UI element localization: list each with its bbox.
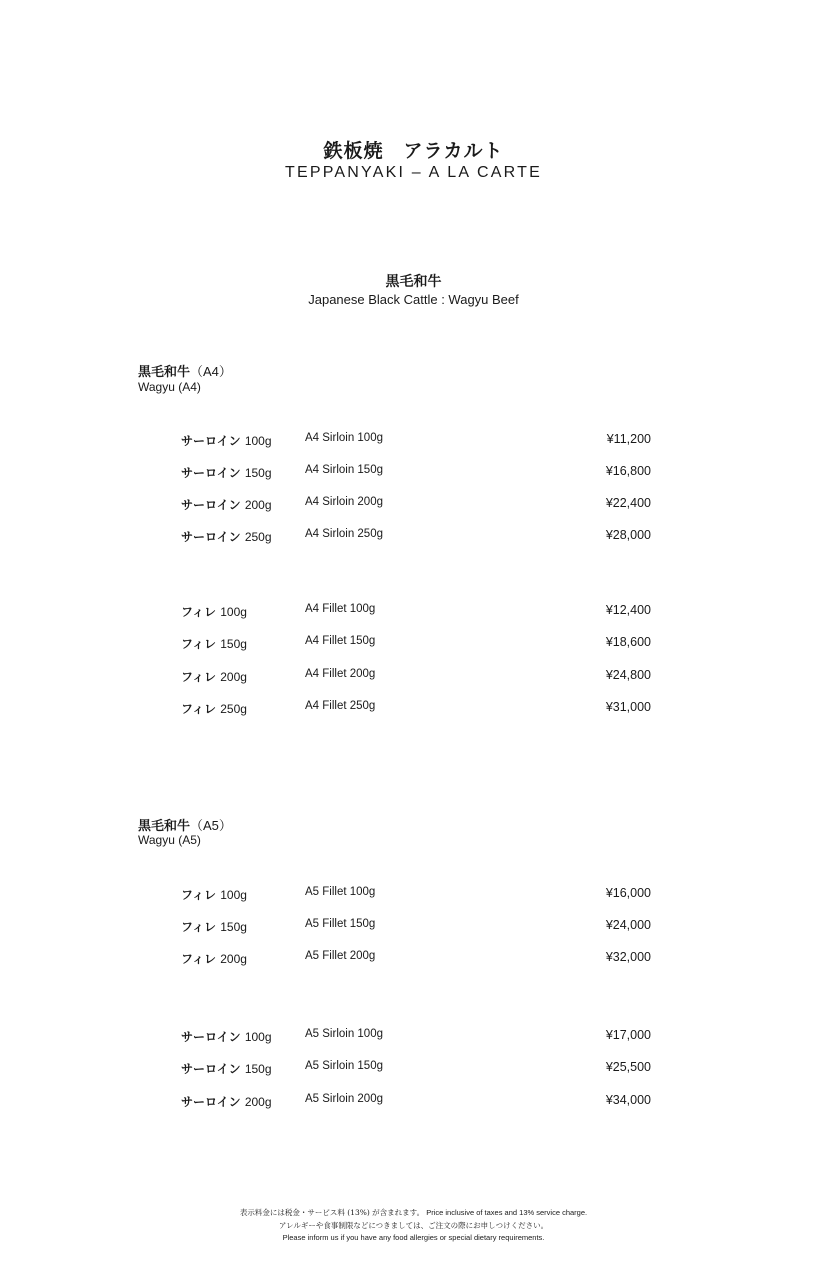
item-name-jp: サーロイン 150g (181, 466, 272, 480)
menu-item (0, 603, 827, 621)
item-name-jp: フィレ 150g (181, 920, 247, 934)
menu-item (0, 886, 827, 904)
item-name-jp: サーロイン 150g (181, 1062, 272, 1076)
menu-item (0, 635, 827, 653)
footer-allergy-note-en: Please inform us if you have any food allergies or special dietary requirements. (282, 1233, 545, 1242)
category-title-jp: 黒毛和牛（A4） (138, 364, 232, 380)
menu-item (0, 496, 827, 514)
menu-item (0, 1060, 827, 1078)
footer-allergy-note-jp: アレルギーや食事制限などにつきましては、ご注文の際にお申しつけください。 (278, 1221, 549, 1230)
item-price: ¥18,600 (605, 635, 651, 649)
menu-item (0, 1028, 827, 1046)
item-price: ¥25,500 (605, 1060, 651, 1074)
item-name-en: A5 Fillet 150g (305, 918, 376, 930)
item-name-jp: フィレ 100g (181, 888, 247, 902)
menu-item (0, 528, 827, 546)
category-title-en: Wagyu (A5) (138, 833, 201, 847)
item-name-en: A4 Fillet 250g (305, 700, 376, 712)
item-name-en: A4 Sirloin 150g (305, 464, 383, 476)
item-name-en: A5 Sirloin 200g (305, 1093, 383, 1105)
item-price: ¥32,000 (605, 950, 651, 964)
item-name-en: A5 Sirloin 100g (305, 1028, 383, 1040)
item-price: ¥34,000 (605, 1093, 651, 1107)
item-name-en: A4 Fillet 200g (305, 668, 376, 680)
item-price: ¥31,000 (605, 700, 651, 714)
item-price: ¥16,000 (605, 886, 651, 900)
page-title-jp: 鉄板焼 アラカルト (323, 140, 504, 162)
category-title-jp: 黒毛和牛（A5） (138, 818, 232, 834)
page-title-en: TEPPANYAKI – A LA CARTE (285, 164, 542, 181)
menu-item (0, 668, 827, 686)
item-name-en: A5 Fillet 100g (305, 886, 376, 898)
menu-item (0, 1093, 827, 1111)
item-name-en: A4 Sirloin 250g (305, 528, 383, 540)
item-price: ¥16,800 (605, 464, 651, 478)
item-name-jp: サーロイン 100g (181, 1030, 272, 1044)
item-name-en: A4 Sirloin 200g (305, 496, 383, 508)
section-title-jp: 黒毛和牛 (385, 274, 442, 290)
item-name-jp: フィレ 150g (181, 637, 247, 651)
item-name-jp: フィレ 200g (181, 952, 247, 966)
item-price: ¥24,800 (605, 668, 651, 682)
menu-item (0, 700, 827, 718)
item-name-en: A4 Sirloin 100g (305, 432, 383, 444)
footer-tax-note: 表示料金には税金・サービス料 (13%) が含まれます。 Price inclusive of taxes and 13% service charge. (239, 1208, 588, 1217)
menu-item (0, 464, 827, 482)
item-name-en: A5 Sirloin 150g (305, 1060, 383, 1072)
section-title-en: Japanese Black Cattle : Wagyu Beef (308, 292, 519, 307)
item-name-en: A4 Fillet 100g (305, 603, 376, 615)
item-name-en: A4 Fillet 150g (305, 635, 376, 647)
menu-item (0, 432, 827, 450)
item-name-jp: フィレ 200g (181, 670, 247, 684)
item-name-jp: サーロイン 100g (181, 434, 272, 448)
item-price: ¥11,200 (606, 432, 651, 446)
category-title-en: Wagyu (A4) (138, 380, 201, 394)
menu-item (0, 950, 827, 968)
item-name-jp: サーロイン 200g (181, 1095, 272, 1109)
item-name-en: A5 Fillet 200g (305, 950, 376, 962)
item-price: ¥22,400 (605, 496, 651, 510)
item-price: ¥24,000 (605, 918, 651, 932)
item-name-jp: フィレ 250g (181, 702, 247, 716)
menu-item (0, 918, 827, 936)
item-price: ¥12,400 (605, 603, 651, 617)
item-price: ¥28,000 (605, 528, 651, 542)
item-price: ¥17,000 (605, 1028, 651, 1042)
item-name-jp: サーロイン 250g (181, 530, 272, 544)
item-name-jp: サーロイン 200g (181, 498, 272, 512)
item-name-jp: フィレ 100g (181, 605, 247, 619)
